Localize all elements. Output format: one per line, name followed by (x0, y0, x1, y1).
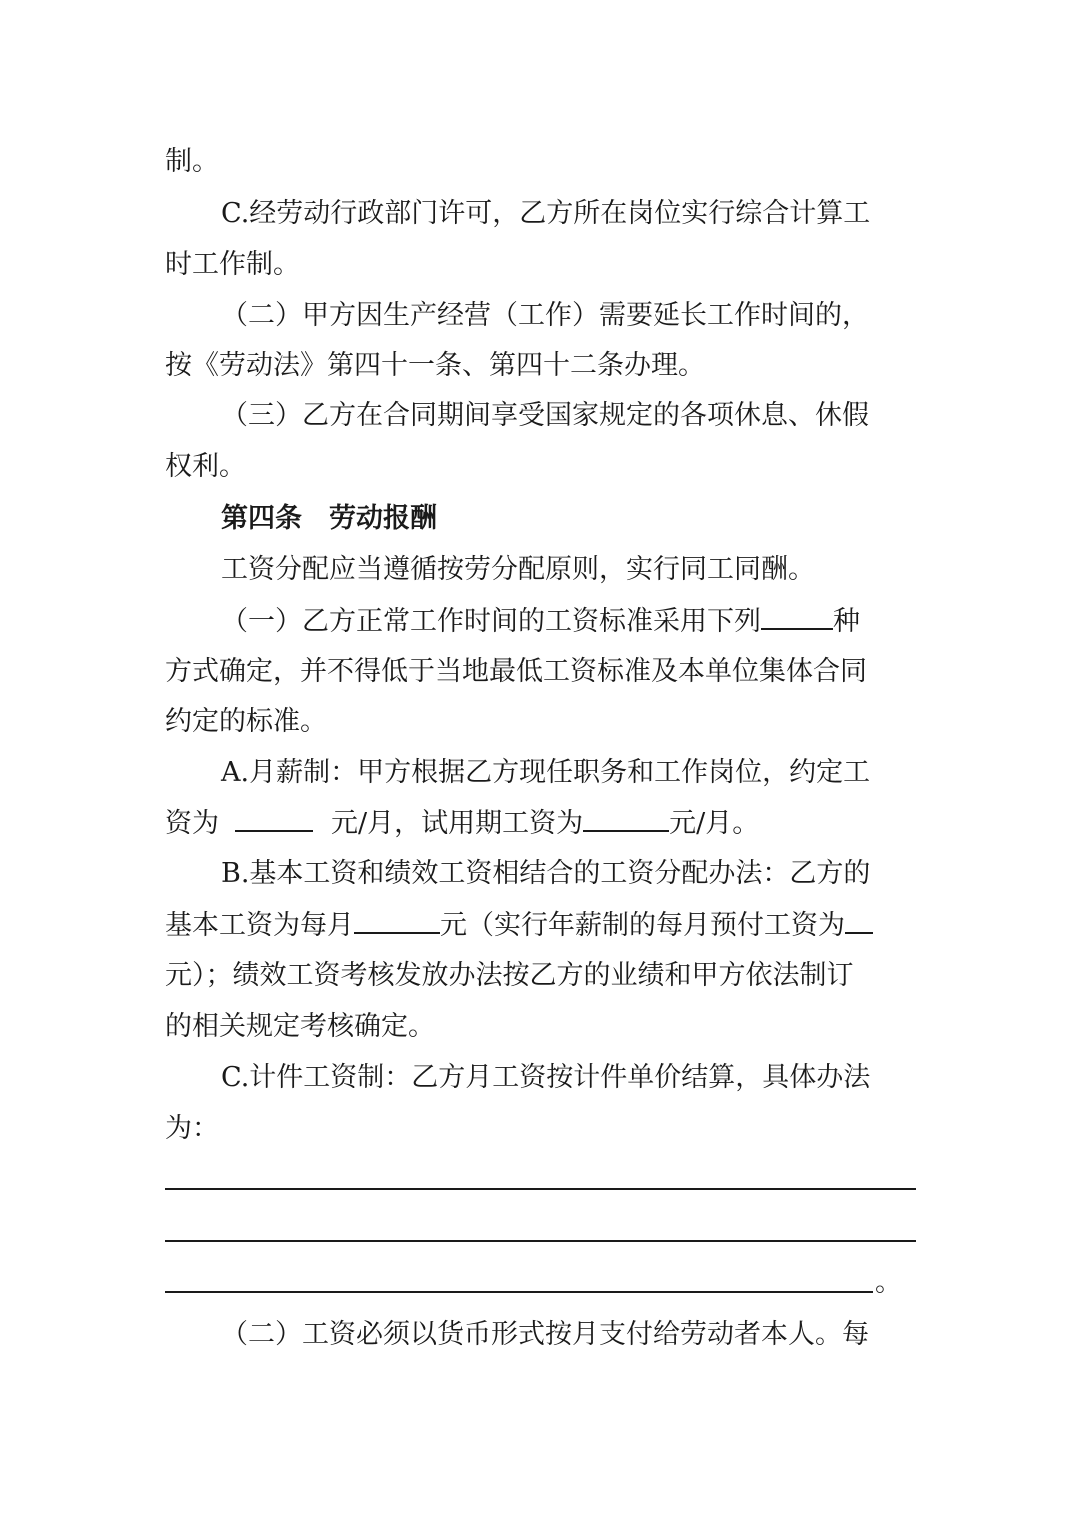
text-fragment: （一）乙方正常工作时间的工资标准采用下列 (221, 606, 761, 637)
section-heading: 第四条 劳动报酬 (221, 503, 437, 534)
text-fragment: 资为 (165, 808, 219, 839)
text-line: 为： (165, 1113, 219, 1144)
fill-line (165, 1240, 916, 1242)
text-line: C.经劳动行政部门许可，乙方所在岗位实行综合计算工 (221, 198, 871, 229)
text-line: 时工作制。 (165, 249, 300, 280)
text-line: 制。 (165, 146, 219, 177)
fill-line (165, 1291, 873, 1293)
text-line: 工资分配应当遵循按劳分配原则，实行同工同酬。 (221, 554, 815, 585)
fill-blank (583, 806, 669, 832)
text-fragment: 基本工资为每月 (165, 910, 354, 941)
fill-blank (845, 908, 873, 934)
text-fragment: 元/月。 (669, 808, 760, 839)
text-line: 方式确定，并不得低于当地最低工资标准及本单位集体合同 (165, 656, 867, 687)
text-line: C.计件工资制：乙方月工资按计件单价结算，具体办法 (221, 1062, 871, 1093)
text-line: 权利。 (165, 451, 246, 482)
text-fragment: 元/月，试用期工资为 (331, 808, 584, 839)
text-line: 按《劳动法》第四十一条、第四十二条办理。 (165, 350, 705, 381)
text-line: 元）；绩效工资考核发放办法按乙方的业绩和甲方依法制订 (165, 960, 854, 991)
text-fragment: 种 (833, 606, 860, 637)
text-line: 。 (875, 1267, 902, 1298)
text-line: （三）乙方在合同期间享受国家规定的各项休息、休假 (221, 400, 869, 431)
fill-blank (235, 806, 313, 832)
text-line (221, 604, 860, 639)
text-line: 的相关规定考核确定。 (165, 1011, 435, 1042)
text-fragment: 元（实行年薪制的每月预付工资为 (440, 910, 845, 941)
text-line: （二）工资必须以货币形式按月支付给劳动者本人。每 (221, 1319, 869, 1350)
text-line: B.基本工资和绩效工资相结合的工资分配办法：乙方的 (221, 858, 871, 889)
text-line (165, 908, 873, 943)
text-line: 约定的标准。 (165, 706, 327, 737)
text-line: （二）甲方因生产经营（工作）需要延长工作时间的， (221, 300, 869, 331)
fill-line (165, 1188, 916, 1190)
text-line: A.月薪制：甲方根据乙方现任职务和工作岗位，约定工 (221, 757, 871, 788)
text-line (165, 806, 759, 841)
fill-blank (761, 604, 833, 630)
fill-blank (354, 908, 440, 934)
